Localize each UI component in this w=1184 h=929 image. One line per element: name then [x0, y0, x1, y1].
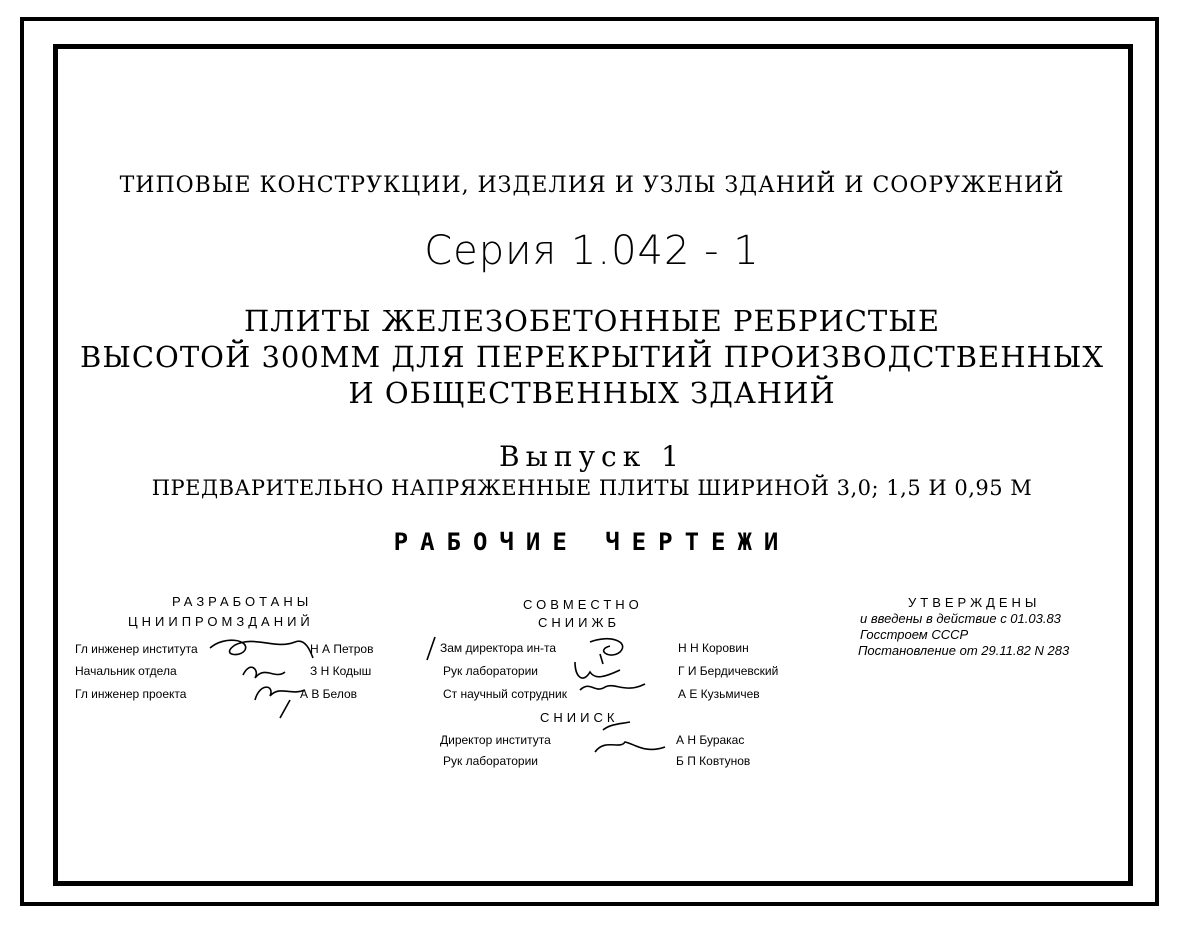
jointly-org-1: СНИИЖБ	[538, 615, 620, 630]
developed-position-3: Гл инженер проекта	[75, 687, 187, 701]
jointly-position-2: Рук лаборатории	[443, 664, 539, 678]
approved-line-2: Госстроем СССР	[860, 627, 969, 642]
developed-org: ЦНИИПРОМЗДАНИЙ	[128, 614, 314, 629]
jointly-name-3: А Е Кузьмичев	[678, 687, 760, 701]
approved-line-3: Постановление от 29.11.82 N 283	[858, 643, 1070, 658]
series-title: Серия 1.042 - 1	[424, 228, 760, 274]
jointly-name-1: Н Н Коровин	[678, 641, 749, 655]
working-drawings-label: РАБОЧИЕ ЧЕРТЕЖИ	[393, 528, 791, 556]
jointly-heading: СОВМЕСТНО	[523, 597, 643, 612]
title-line-2: ВЫСОТОЙ 300ММ ДЛЯ ПЕРЕКРЫТИЙ ПРОИЗВОДСТВЕННЫХ	[80, 340, 1104, 374]
jointly-signatures-icon	[425, 632, 675, 772]
document-header: ТИПОВЫЕ КОНСТРУКЦИИ, ИЗДЕЛИЯ И УЗЛЫ ЗДАНИЙ И СООРУЖЕНИЙ	[119, 173, 1065, 198]
jointly-name-4: А Н Буракас	[676, 733, 745, 747]
jointly-name-5: Б П Ковтунов	[676, 754, 751, 768]
developed-position-2: Начальник отдела	[75, 664, 177, 678]
title-line-1: ПЛИТЫ ЖЕЛЕЗОБЕТОННЫЕ РЕБРИСТЫЕ	[244, 304, 940, 338]
issue-number: Выпуск 1	[499, 440, 685, 473]
jointly-org-2: СНИИСК	[540, 710, 619, 725]
jointly-name-2: Г И Бердичевский	[678, 664, 779, 678]
developed-name-3: А В Белов	[300, 687, 358, 701]
developed-name-2: З Н Кодыш	[310, 664, 372, 678]
title-line-3: И ОБЩЕСТВЕННЫХ ЗДАНИЙ	[348, 376, 836, 410]
approved-heading: УТВЕРЖДЕНЫ	[908, 595, 1041, 610]
jointly-position-4: Директор института	[440, 733, 551, 747]
developed-position-1: Гл инженер института	[75, 642, 198, 656]
developed-signatures-icon	[205, 630, 315, 720]
issue-subtitle: ПРЕДВАРИТЕЛЬНО НАПРЯЖЕННЫЕ ПЛИТЫ ШИРИНОЙ 3,0; 1,5 И 0,95 М	[151, 476, 1033, 500]
jointly-position-5: Рук лаборатории	[443, 754, 539, 768]
developed-heading: РАЗРАБОТАНЫ	[172, 594, 313, 609]
jointly-position-1: Зам директора ин-та	[440, 641, 557, 655]
developed-name-1: Н А Петров	[310, 642, 374, 656]
jointly-position-3: Ст научный сотрудник	[443, 687, 567, 701]
approved-line-1: и введены в действие с 01.03.83	[860, 611, 1061, 626]
